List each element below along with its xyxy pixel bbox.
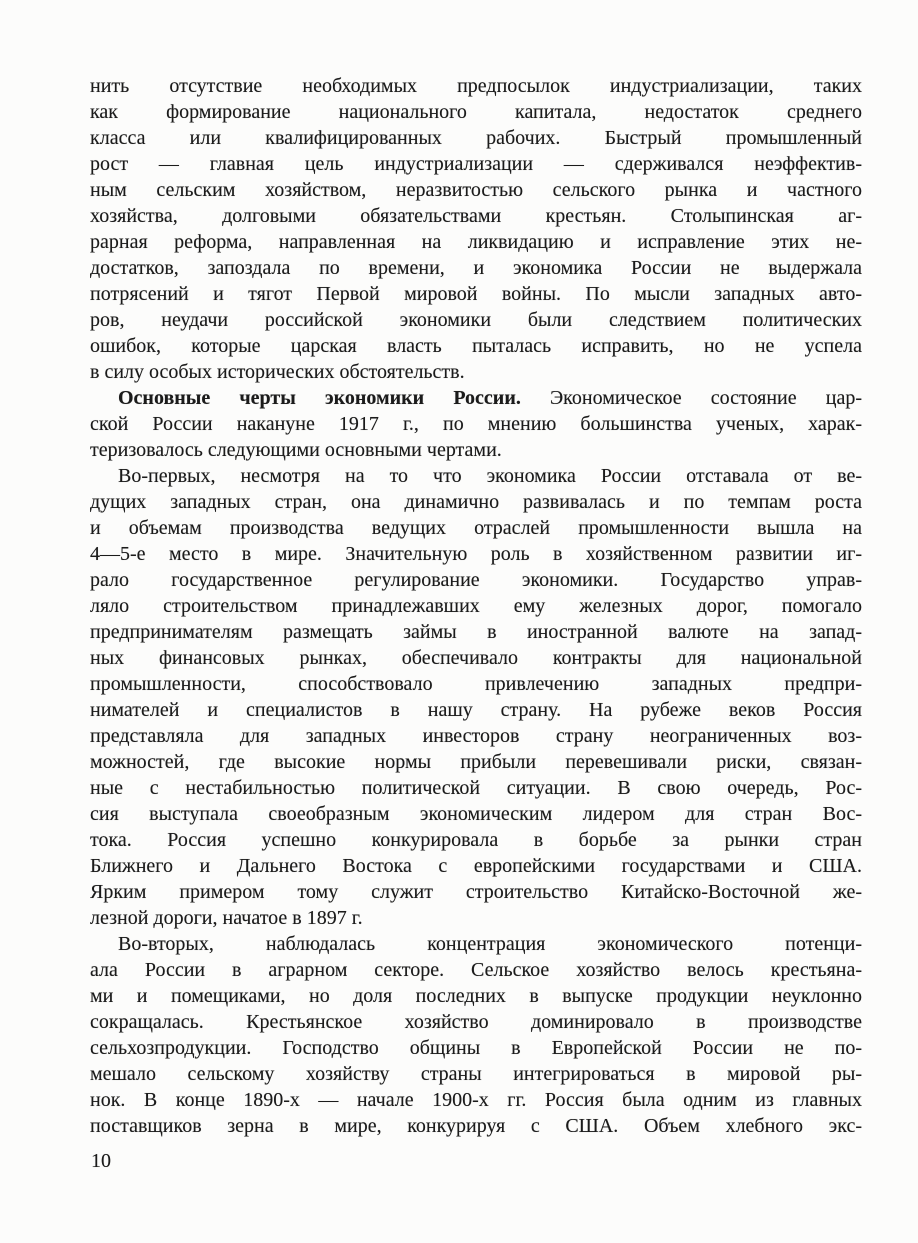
text-line: промышленности, способствовало привлечению западных предпри- — [90, 673, 862, 695]
text-line: Во-первых, несмотря на то что экономика России отставала от ве- — [118, 465, 862, 487]
text-line: нок. В конце 1890-х — начале 1900-х гг. Россия была одним из главных — [90, 1089, 862, 1111]
text-line: достатков, запоздала по времени, и экономика России не выдержала — [90, 257, 862, 279]
text-line: класса или квалифицированных рабочих. Быстрый промышленный — [90, 127, 862, 149]
text-line: ные с нестабильностью политической ситуации. В свою очередь, Рос- — [90, 777, 862, 799]
text-line: 4—5-е место в мире. Значительную роль в хозяйственном развитии иг- — [90, 543, 862, 565]
text-line: представляла для западных инвесторов страну неограниченных воз- — [90, 725, 862, 747]
text-line: Ярким примером тому служит строительство Китайско-Восточной же- — [90, 881, 862, 903]
text-line: сокращалась. Крестьянское хозяйство доминировало в производстве — [90, 1011, 862, 1033]
text-line: сельхозпродукции. Господство общины в Европейской России не по- — [90, 1037, 862, 1059]
text-line: теризовалось следующими основными чертами. — [90, 439, 502, 461]
text-line: и объемам производства ведущих отраслей промышленности вышла на — [90, 517, 862, 539]
section-heading: Основные черты экономики России. — [118, 387, 521, 409]
text-line: Во-вторых, наблюдалась концентрация экономического потенци- — [118, 933, 862, 955]
text-line: поставщиков зерна в мире, конкурируя с США. Объем хлебного экс- — [90, 1115, 862, 1137]
text-line: тока. Россия успешно конкурировала в борьбе за рынки стран — [90, 829, 862, 851]
paragraph — [90, 463, 862, 931]
text-line: ошибок, которые царская власть пыталась исправить, но не успела — [90, 335, 862, 357]
text-line: ми и помещиками, но доля последних в выпуске продукции неуклонно — [90, 985, 862, 1007]
text-line: Ближнего и Дальнего Востока с европейскими государствами и США. — [90, 855, 862, 877]
text-line: лезной дороги, начатое в 1897 г. — [90, 907, 363, 929]
paragraph — [90, 73, 862, 385]
text-line: в силу особых исторических обстоятельств. — [90, 361, 465, 383]
text-line: хозяйства, долговыми обязательствами крестьян. Столыпинская аг- — [90, 205, 862, 227]
text-line: ала России в аграрном секторе. Сельское хозяйство велось крестьяна- — [90, 959, 862, 981]
text-line: нимателей и специалистов в нашу страну. На рубеже веков Россия — [90, 699, 862, 721]
text-line: ных финансовых рынках, обеспечивало контракты для национальной — [90, 647, 862, 669]
text-line: рало государственное регулирование экономики. Государство управ- — [90, 569, 862, 591]
text-line: мешало сельскому хозяйству страны интегрироваться в мировой ры- — [90, 1063, 862, 1085]
text-line: ляло строительством принадлежавших ему железных дорог, помогало — [90, 595, 862, 617]
text-line: нить отсутствие необходимых предпосылок индустриализации, таких — [90, 75, 862, 97]
text-line: Основные черты экономики России. Экономическое состояние цар- — [118, 387, 862, 409]
text-block — [90, 73, 862, 1139]
text-line: сия выступала своеобразным экономическим лидером для стран Вос- — [90, 803, 862, 825]
text-line: ным сельским хозяйством, неразвитостью сельского рынка и частного — [90, 179, 862, 201]
text-line: ров, неудачи российской экономики были следствием политических — [90, 309, 862, 331]
paragraph — [90, 931, 862, 1139]
page-number: 10 — [91, 1150, 111, 1172]
text-line: как формирование национального капитала, недостаток среднего — [90, 101, 862, 123]
text-line: ской России накануне 1917 г., по мнению большинства ученых, харак- — [90, 413, 862, 435]
text-line: можностей, где высокие нормы прибыли перевешивали риски, связан- — [90, 751, 862, 773]
paragraph — [90, 385, 862, 463]
text-line: потрясений и тягот Первой мировой войны. По мысли западных авто- — [90, 283, 862, 305]
text-line: рост — главная цель индустриализации — сдерживался неэффектив- — [90, 153, 862, 175]
text-line: предпринимателям размещать займы в иностранной валюте на запад- — [90, 621, 862, 643]
text-line: рарная реформа, направленная на ликвидацию и исправление этих не- — [90, 231, 862, 253]
text-line: дущих западных стран, она динамично развивалась и по темпам роста — [90, 491, 862, 513]
